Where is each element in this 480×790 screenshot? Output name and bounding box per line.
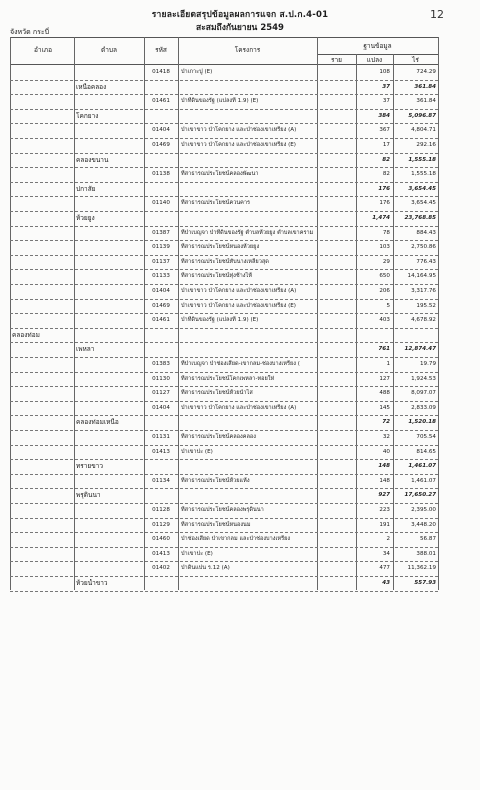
cell-rai: 361.84 [414, 83, 436, 90]
row-divider [10, 240, 438, 241]
cell-subdistrict: คลองท่อมเหนือ [76, 418, 119, 427]
row-divider [10, 284, 438, 285]
row-divider [10, 109, 438, 110]
col-header-subdistrict: ตำบล [101, 46, 117, 54]
cell-plots: 82 [382, 171, 390, 178]
cell-plots: 37 [382, 98, 390, 105]
cell-project: ที่สาธารณประโยชน์ทับนางเหลียวสุด [181, 258, 269, 265]
cell-rai: 705.54 [416, 434, 436, 440]
row-divider [10, 518, 438, 519]
cell-plots: 32 [382, 434, 390, 440]
row-divider [10, 488, 438, 489]
cell-rai: 884.43 [416, 229, 436, 236]
cell-rai: 1,461.07 [408, 463, 436, 470]
cell-district: คลองท่อม [12, 330, 40, 339]
cell-rai: 292.16 [416, 142, 436, 148]
cell-plots: 176 [379, 200, 390, 207]
province-label: จังหวัด กระบี่ [10, 28, 50, 36]
cell-project: ป่าที่ดินของรัฐ (แปลงที่ 1.9) (E) [181, 98, 259, 105]
cell-project: ป่าเกาะปู (E) [181, 69, 213, 75]
cell-rai: 1,555.18 [408, 156, 436, 163]
cell-code: 01137 [152, 258, 170, 265]
col-header-base: ฐานข้อมูล [363, 42, 392, 50]
cell-project: ที่สาธารณประโยชน์ทุ่งช้างไห้ [181, 273, 253, 280]
cell-rai: 4,678.92 [411, 317, 436, 324]
cell-plots: 148 [378, 463, 390, 470]
cell-project: ที่สาธารณประโยชน์ห้วยแห้ง [181, 477, 250, 484]
row-divider [10, 196, 438, 197]
row-divider [10, 459, 438, 460]
cell-plots: 1,474 [372, 215, 390, 221]
cell-rai: 2,833.09 [411, 404, 436, 411]
report-title: รายละเอียดสรุปข้อมูลผลการแจก ส.ป.ก.4-01 [151, 10, 329, 20]
cell-code: 01461 [152, 317, 170, 324]
cell-plots: 72 [382, 419, 390, 426]
cell-plots: 2 [386, 536, 390, 543]
cell-plots: 5 [386, 302, 390, 309]
cell-project: ที่ป่าเบญจา ป่าช่องเสียด-เขากลม-ช่องบางเหรียง ( [181, 361, 300, 367]
cell-project: ป่าเขาขาว ป่าโคกยาง และป่าช่องเขาเหรียง (A) [181, 404, 297, 411]
row-divider [10, 342, 438, 343]
cell-rai: 14,164.95 [407, 273, 436, 280]
col-header-project: โครงการ [234, 46, 261, 54]
cell-code: 01461 [152, 98, 170, 105]
cell-rai: 2,395.00 [411, 507, 436, 513]
cell-rai: 1,461.07 [411, 477, 436, 484]
cell-rai: 1,924.53 [411, 375, 436, 382]
cell-plots: 78 [382, 229, 390, 236]
cell-subdistrict: ห้วยยูง [76, 214, 95, 222]
row-divider [10, 561, 438, 562]
cell-project: ที่สาธารณประโยชน์หนองห้วยยูง [181, 244, 260, 251]
cell-subdistrict: ห้วยน้ำขาว [76, 579, 108, 587]
cell-code: 01404 [152, 288, 170, 294]
cell-plots: 367 [379, 127, 390, 134]
cell-project: ที่สาธารณประโยชน์คลองคลอง [181, 434, 256, 440]
cell-code: 01402 [152, 565, 170, 572]
row-divider [10, 532, 438, 533]
cell-plots: 127 [379, 375, 390, 382]
cell-plots: 43 [382, 580, 390, 586]
cell-plots: 927 [378, 492, 390, 499]
cell-plots: 34 [382, 550, 390, 557]
cell-rai: 3,654.45 [408, 185, 436, 192]
row-divider [10, 226, 438, 227]
col-header-district: อำเภอ [34, 46, 52, 54]
cell-rai: 195.52 [416, 302, 436, 309]
cell-code: 01139 [152, 244, 170, 251]
col-header-plots: แปลง [366, 56, 383, 64]
cell-rai: 3,317.76 [411, 288, 436, 294]
report-subtitle: สะสมถึงกันยายน 2549 [196, 23, 284, 33]
cell-project: ที่สาธารณประโยชน์ห้วยนำไส [181, 390, 253, 397]
row-divider [10, 94, 438, 95]
page-number: 12 [430, 8, 444, 21]
cell-project: ป่าเขาขาว ป่าโคกยาง และป่าช่องเขาเหรียง (A) [181, 127, 297, 134]
cell-project: ป่าเขาขาว ป่าโคกยาง และป่าช่องเขาเหรียง (A) [181, 288, 297, 294]
row-divider [10, 153, 438, 154]
cell-plots: 17 [382, 142, 390, 148]
row-divider [10, 328, 438, 329]
cell-rai: 17,650.27 [404, 492, 436, 499]
cell-rai: 814.65 [416, 448, 436, 455]
row-divider [10, 211, 438, 212]
row-divider [10, 299, 438, 300]
row-divider [10, 167, 438, 168]
header-mid-rule [317, 54, 438, 55]
cell-rai: 23,768.85 [404, 215, 436, 221]
cell-project: ที่สาธารณประโยชน์โคกเพหลา-ทอยให่ [181, 375, 275, 382]
cell-rai: 388.01 [416, 550, 436, 557]
cell-rai: 2,750.86 [411, 244, 436, 251]
cell-code: 01133 [152, 273, 170, 280]
cell-plots: 148 [379, 477, 390, 484]
cell-code: 01460 [152, 536, 170, 543]
cell-project: ป่าที่ดินของรัฐ (แปลงที่ 1.9) (E) [181, 317, 259, 324]
cell-rai: 12,874.47 [404, 346, 436, 353]
row-divider [10, 503, 438, 504]
cell-code: 01469 [152, 302, 170, 309]
cell-project: ที่สาธารณประโยชน์ควนคาร [181, 200, 251, 207]
col-header-persons: ราย [331, 56, 342, 64]
cell-rai: 3,448.20 [411, 521, 436, 528]
row-divider [10, 474, 438, 475]
cell-code: 01383 [152, 361, 170, 367]
cell-code: 01404 [152, 127, 170, 134]
cell-rai: 8,097.07 [411, 390, 436, 397]
cell-plots: 384 [378, 112, 390, 119]
cell-plots: 650 [379, 273, 390, 280]
cell-code: 01131 [152, 434, 170, 440]
cell-plots: 145 [379, 404, 390, 411]
cell-plots: 82 [382, 156, 390, 163]
row-divider [10, 401, 438, 402]
cell-code: 01418 [152, 69, 170, 75]
row-divider [10, 372, 438, 373]
cell-project: ที่สาธารณประโยชน์คลองพรุดินนา [181, 507, 264, 513]
cell-plots: 29 [382, 258, 390, 265]
cell-subdistrict: คลองขนาน [76, 155, 109, 164]
row-divider [10, 313, 438, 314]
cell-subdistrict: ทรายขาว [76, 462, 103, 471]
cell-subdistrict: โคกยาง [76, 111, 99, 120]
cell-plots: 176 [378, 185, 390, 192]
cell-plots: 761 [378, 346, 390, 353]
cell-project: ที่สาธารณประโยชน์หนองนม [181, 521, 251, 528]
cell-plots: 1 [386, 361, 390, 367]
cell-rai: 4,804.71 [411, 127, 436, 134]
cell-project: ที่สาธารณประโยชน์คลองพัฒนา [181, 171, 259, 178]
cell-code: 01404 [152, 404, 170, 411]
cell-project: ป่าเขาขาว ป่าโคกยาง และป่าช่องเขาเหรียง (E) [181, 142, 296, 148]
cell-plots: 103 [379, 244, 390, 251]
cell-rai: 361.84 [416, 98, 436, 105]
cell-rai: 5,096.87 [408, 112, 436, 119]
cell-rai: 19.79 [419, 361, 436, 367]
cell-code: 01138 [152, 171, 170, 178]
cell-code: 01140 [152, 200, 170, 207]
cell-code: 01130 [152, 375, 170, 382]
cell-plots: 206 [379, 288, 390, 294]
cell-plots: 40 [382, 448, 390, 455]
row-divider [10, 386, 438, 387]
row-divider [10, 415, 438, 416]
cell-plots: 223 [379, 507, 390, 513]
cell-plots: 37 [382, 83, 390, 90]
row-divider [10, 255, 438, 256]
cell-rai: 3,654.45 [411, 200, 436, 207]
cell-project: ป่าเขาขาว ป่าโคกยาง และป่าช่องเขาเหรียง (E) [181, 302, 296, 309]
cell-plots: 108 [379, 69, 390, 75]
cell-plots: 488 [379, 390, 390, 397]
cell-project: ป่าช่องเสียด ป่าเขากลม และป่าช่องบางเหรียง [181, 536, 291, 543]
row-divider [10, 269, 438, 270]
row-divider [10, 357, 438, 358]
row-divider [10, 138, 438, 139]
cell-project: ป่าเขาปะ (E) [181, 448, 213, 455]
cell-code: 01413 [152, 550, 170, 557]
cell-rai: 776.43 [416, 258, 436, 265]
cell-plots: 191 [379, 521, 390, 528]
col-header-code: รหัส [155, 46, 167, 54]
cell-code: 01134 [152, 477, 170, 484]
cell-rai: 56.87 [419, 536, 436, 543]
cell-code: 01413 [152, 448, 170, 455]
cell-subdistrict: เหนือคลอง [76, 82, 107, 91]
row-divider [10, 547, 438, 548]
row-divider [10, 80, 438, 81]
cell-project: ป่าดินแปน ร.12 (A) [181, 565, 230, 572]
row-divider [10, 123, 438, 124]
col-header-rai: ไร่ [412, 56, 419, 64]
cell-code: 01469 [152, 142, 170, 148]
cell-subdistrict: เพหลา [76, 345, 95, 354]
row-divider [10, 182, 438, 183]
cell-rai: 1,555.18 [411, 171, 436, 178]
rule-right [438, 37, 439, 590]
cell-plots: 477 [379, 565, 390, 572]
cell-code: 01129 [152, 521, 170, 528]
row-divider [10, 591, 438, 592]
cell-project: ที่ป่าเบญจา ป่าที่ดินของรัฐ ตำบลห้วยยูง ตำบลเขาคราม [181, 229, 314, 236]
cell-subdistrict: พรุดินนา [76, 491, 101, 500]
row-divider [10, 430, 438, 431]
cell-code: 01127 [152, 390, 170, 397]
cell-code: 01128 [152, 507, 170, 513]
cell-rai: 557.93 [414, 580, 436, 586]
cell-rai: 1,520.18 [408, 419, 436, 426]
cell-code: 01387 [152, 229, 170, 236]
cell-project: ป่าเขาปะ (E) [181, 550, 213, 557]
cell-rai: 11,362.19 [407, 565, 436, 572]
cell-subdistrict: ปกาสัย [76, 184, 96, 193]
row-divider [10, 445, 438, 446]
cell-rai: 724.29 [416, 69, 436, 75]
cell-plots: 403 [379, 317, 390, 324]
row-divider [10, 576, 438, 577]
